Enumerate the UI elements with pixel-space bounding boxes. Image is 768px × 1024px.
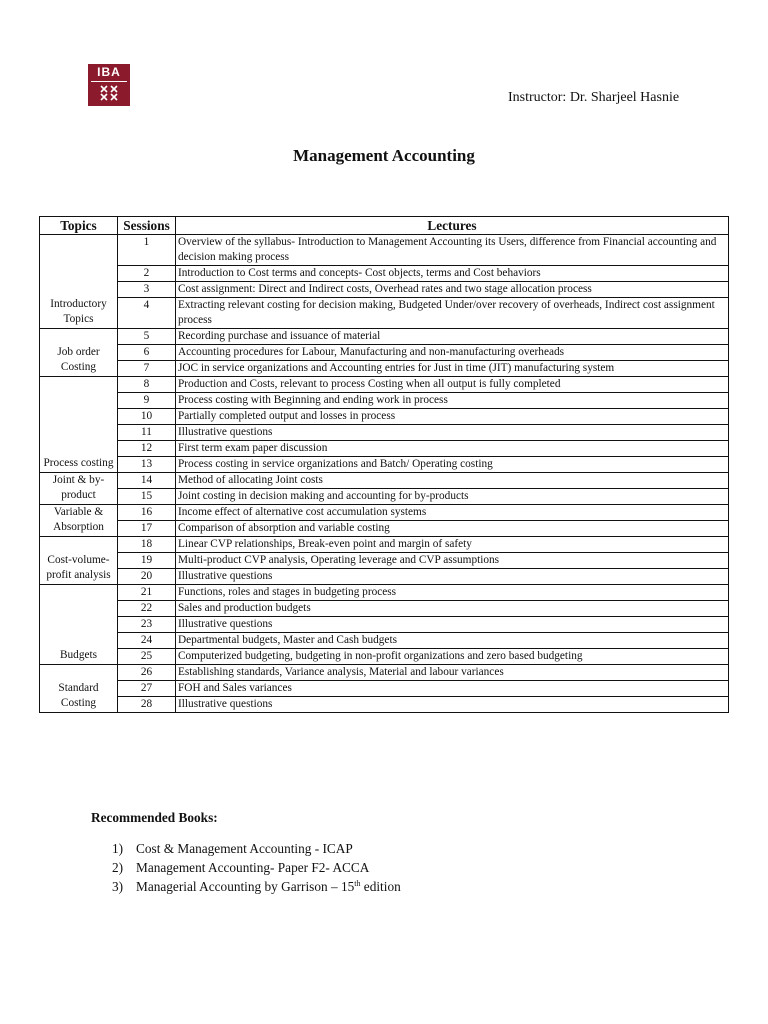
lecture-cell: Accounting procedures for Labour, Manufacturing and non-manufacturing overheads <box>176 345 729 361</box>
table-header-row <box>40 217 729 235</box>
topic-cell: Budgets <box>40 585 118 665</box>
table-row <box>40 553 729 569</box>
session-cell: 13 <box>118 457 176 473</box>
book-item <box>112 859 401 878</box>
session-cell: 23 <box>118 617 176 633</box>
topic-cell: Cost-volume-profit analysis <box>40 537 118 585</box>
session-cell: 2 <box>118 266 176 282</box>
instructor-name: Instructor: Dr. Sharjeel Hasnie <box>508 90 680 105</box>
session-cell: 7 <box>118 361 176 377</box>
session-cell: 21 <box>118 585 176 601</box>
table-row <box>40 457 729 473</box>
lecture-cell: Computerized budgeting, budgeting in non-profit organizations and zero based budgeting <box>176 649 729 665</box>
recommended-books-list <box>112 840 401 897</box>
table-row <box>40 521 729 537</box>
syllabus-table <box>39 216 729 713</box>
logo-divider <box>91 81 127 82</box>
session-cell: 19 <box>118 553 176 569</box>
session-cell: 4 <box>118 298 176 329</box>
table-row <box>40 489 729 505</box>
session-cell: 12 <box>118 441 176 457</box>
topic-cell: Introductory Topics <box>40 235 118 329</box>
book-number: 3) <box>112 879 124 894</box>
lecture-cell: Production and Costs, relevant to process Costing when all output is fully completed <box>176 377 729 393</box>
lecture-cell: Process costing in service organizations and Batch/ Operating costing <box>176 457 729 473</box>
session-cell: 20 <box>118 569 176 585</box>
lecture-cell: Sales and production budgets <box>176 601 729 617</box>
book-number: 1) <box>112 841 124 856</box>
session-cell: 26 <box>118 665 176 681</box>
table-row <box>40 361 729 377</box>
lecture-cell: Cost assignment: Direct and Indirect costs, Overhead rates and two stage allocation process <box>176 282 729 298</box>
table-row <box>40 681 729 697</box>
book-item <box>112 840 401 859</box>
lecture-cell: Illustrative questions <box>176 569 729 585</box>
lecture-cell: Illustrative questions <box>176 617 729 633</box>
iba-logo <box>88 64 130 106</box>
table-row <box>40 235 729 266</box>
page-title: Management Accounting <box>293 146 475 165</box>
lecture-cell: Extracting relevant costing for decision making, Budgeted Under/over recovery of overheads, Indirect cost assignment process <box>176 298 729 329</box>
session-cell: 28 <box>118 697 176 713</box>
topics-header: Topics <box>40 217 118 235</box>
table-row <box>40 617 729 633</box>
topic-cell: Joint & by-product <box>40 473 118 505</box>
session-cell: 14 <box>118 473 176 489</box>
session-cell: 5 <box>118 329 176 345</box>
table-row <box>40 441 729 457</box>
logo-text: IBA <box>97 65 121 79</box>
table-row <box>40 345 729 361</box>
table-row <box>40 329 729 345</box>
lecture-cell: Linear CVP relationships, Break-even point and margin of safety <box>176 537 729 553</box>
lecture-cell: Recording purchase and issuance of material <box>176 329 729 345</box>
lecture-cell: Departmental budgets, Master and Cash budgets <box>176 633 729 649</box>
recommended-books-title: Recommended Books: <box>91 810 218 825</box>
book-title-suffix: edition <box>360 879 401 894</box>
table-row <box>40 282 729 298</box>
session-cell: 9 <box>118 393 176 409</box>
lecture-cell: Establishing standards, Variance analysis, Material and labour variances <box>176 665 729 681</box>
book-number: 2) <box>112 860 124 875</box>
table-row <box>40 409 729 425</box>
lecture-cell: Partially completed output and losses in process <box>176 409 729 425</box>
lecture-cell: Illustrative questions <box>176 425 729 441</box>
topic-cell: Process costing <box>40 377 118 473</box>
table-row <box>40 633 729 649</box>
lecture-cell: JOC in service organizations and Accounting entries for Just in time (JIT) manufacturing system <box>176 361 729 377</box>
session-cell: 8 <box>118 377 176 393</box>
table-row <box>40 665 729 681</box>
lecture-cell: Joint costing in decision making and accounting for by-products <box>176 489 729 505</box>
table-row <box>40 697 729 713</box>
lecture-cell: Income effect of alternative cost accumulation systems <box>176 505 729 521</box>
book-title: Management Accounting- Paper F2- ACCA <box>136 860 370 875</box>
session-cell: 16 <box>118 505 176 521</box>
lecture-cell: Method of allocating Joint costs <box>176 473 729 489</box>
session-cell: 27 <box>118 681 176 697</box>
session-cell: 25 <box>118 649 176 665</box>
lecture-cell: Comparison of absorption and variable costing <box>176 521 729 537</box>
session-cell: 10 <box>118 409 176 425</box>
sessions-header: Sessions <box>118 217 176 235</box>
iba-emblem-icon <box>88 83 130 103</box>
table-row <box>40 266 729 282</box>
table-row <box>40 473 729 489</box>
lecture-cell: Process costing with Beginning and ending work in process <box>176 393 729 409</box>
session-cell: 11 <box>118 425 176 441</box>
edition-superscript: th <box>354 879 361 888</box>
table-row <box>40 601 729 617</box>
session-cell: 1 <box>118 235 176 266</box>
lecture-cell: Introduction to Cost terms and concepts- Cost objects, terms and Cost behaviors <box>176 266 729 282</box>
session-cell: 6 <box>118 345 176 361</box>
table-row <box>40 585 729 601</box>
lecture-cell: Multi-product CVP analysis, Operating leverage and CVP assumptions <box>176 553 729 569</box>
lecture-cell: Overview of the syllabus- Introduction to Management Accounting its Users, difference from Financial accounting and decision making process <box>176 235 729 266</box>
table-row <box>40 298 729 329</box>
table-row <box>40 649 729 665</box>
lecture-cell: First term exam paper discussion <box>176 441 729 457</box>
book-title: Cost & Management Accounting - ICAP <box>136 841 353 856</box>
topic-cell: Standard Costing <box>40 665 118 713</box>
lecture-cell: Functions, roles and stages in budgeting process <box>176 585 729 601</box>
session-cell: 18 <box>118 537 176 553</box>
table-row <box>40 425 729 441</box>
topic-cell: Job order Costing <box>40 329 118 377</box>
topic-cell: Variable & Absorption <box>40 505 118 537</box>
book-item <box>112 878 401 897</box>
syllabus-body <box>40 235 729 713</box>
table-row <box>40 393 729 409</box>
lectures-header: Lectures <box>176 217 729 235</box>
session-cell: 24 <box>118 633 176 649</box>
session-cell: 17 <box>118 521 176 537</box>
table-row <box>40 505 729 521</box>
table-row <box>40 377 729 393</box>
book-title: Managerial Accounting by Garrison – 15 <box>136 879 355 894</box>
lecture-cell: Illustrative questions <box>176 697 729 713</box>
lecture-cell: FOH and Sales variances <box>176 681 729 697</box>
session-cell: 3 <box>118 282 176 298</box>
table-row <box>40 569 729 585</box>
table-row <box>40 537 729 553</box>
session-cell: 22 <box>118 601 176 617</box>
session-cell: 15 <box>118 489 176 505</box>
